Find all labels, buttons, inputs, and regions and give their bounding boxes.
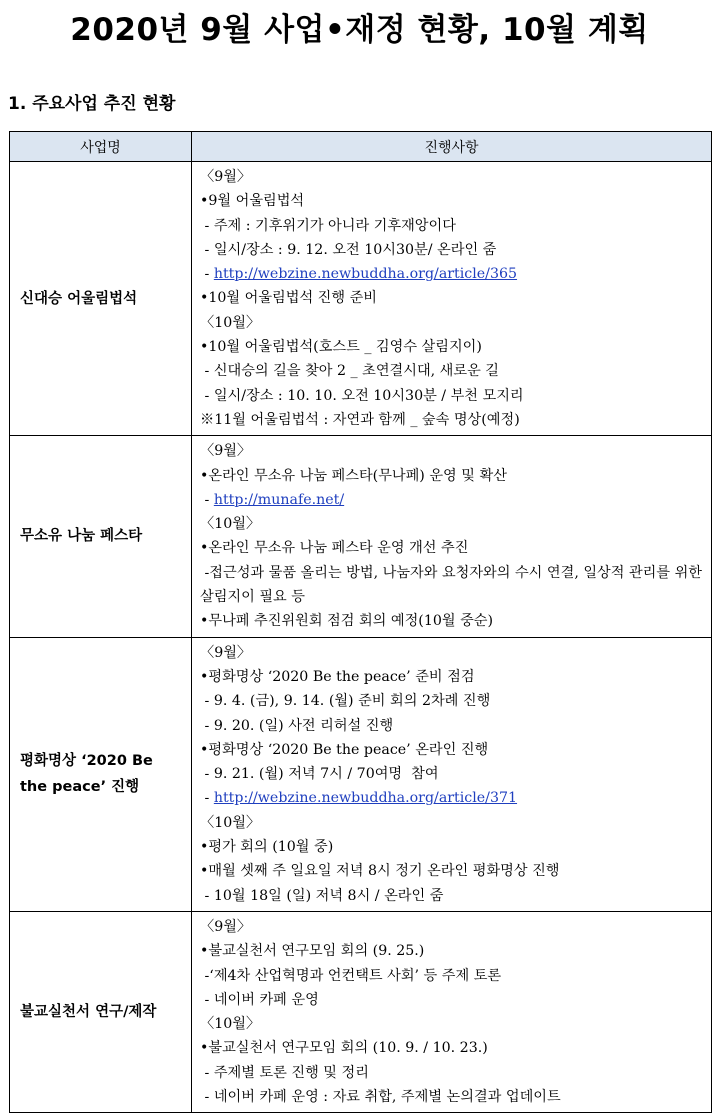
progress-line (200, 488, 705, 512)
progress-line: - 일시/장소 : 10. 10. 오전 10시30분 / 부천 모지리 (200, 387, 524, 404)
section-title: 1. 주요사업 추진 현황 (8, 94, 176, 114)
progress-line: - 일시/장소 : 9. 12. 오전 10시30분/ 온라인 줌 (200, 241, 497, 258)
table-row (10, 637, 712, 911)
progress-line: •10월 어울림법석 진행 준비 (200, 290, 378, 307)
progress-line: •매월 셋째 주 일요일 저녁 8시 정기 온라인 평화명상 진행 (200, 863, 560, 880)
progress-line: •9월 어울림법석 (200, 193, 305, 210)
progress-line: - 9. 21. (월) 저녁 7시 / 70여명 참여 (200, 766, 439, 783)
table-row (10, 436, 712, 637)
progress-line: - 네이버 카페 운영 (200, 991, 319, 1008)
progress-line: •평화명상 ‘2020 Be the peace’ 온라인 진행 (200, 741, 489, 758)
progress-cell (192, 637, 712, 911)
progress-line: •평가 회의 (10월 중) (200, 839, 334, 856)
article-link[interactable]: http://webzine.newbuddha.org/article/365 (213, 266, 518, 283)
progress-line: - 9. 4. (금), 9. 14. (월) 준비 회의 2차례 진행 (200, 693, 491, 710)
line-prefix: - (200, 266, 214, 283)
progress-cell (192, 162, 712, 436)
project-status-table (9, 131, 712, 1113)
header-progress: 진행사항 (192, 132, 712, 162)
article-link[interactable]: http://munafe.net/ (213, 491, 345, 508)
progress-line: •온라인 무소유 나눔 페스타(무나페) 운영 및 확산 (200, 467, 507, 484)
progress-line: •10월 어울림법석(호스트 _ 김영수 살림지이) (200, 339, 482, 356)
progress-line: •무나페 추진위원회 점검 회의 예정(10월 중순) (200, 613, 494, 630)
progress-line: ※11월 어울림법석 : 자연과 함께 _ 숲속 명상(예정) (200, 411, 520, 428)
table-header-row (10, 132, 712, 162)
progress-line: - 네이버 카페 운영 : 자료 취합, 주제별 논의결과 업데이트 (200, 1088, 561, 1105)
progress-line: - 주제별 토론 진행 및 정리 (200, 1064, 369, 1081)
table-row (10, 162, 712, 436)
progress-line: •평화명상 ‘2020 Be the peace’ 준비 점검 (200, 668, 475, 685)
progress-line: 〈10월〉 (200, 314, 261, 331)
progress-line: •온라인 무소유 나눔 페스타 운영 개선 추진 (200, 540, 469, 557)
article-link[interactable]: http://webzine.newbuddha.org/article/371 (213, 790, 518, 807)
project-name-cell: 무소유 나눔 페스타 (10, 436, 192, 637)
progress-line: 〈10월〉 (200, 516, 261, 533)
progress-line: 〈9월〉 (200, 918, 252, 935)
progress-line: 〈10월〉 (200, 814, 261, 831)
progress-cell (192, 911, 712, 1112)
progress-line: - 신대승의 길을 찾아 2 _ 초연결시대, 새로운 길 (200, 363, 500, 380)
progress-line: 〈9월〉 (200, 169, 252, 185)
table-row (10, 911, 712, 1112)
progress-line (200, 262, 705, 286)
progress-line (200, 786, 705, 810)
line-prefix: - (200, 790, 214, 807)
header-project-name: 사업명 (10, 132, 192, 162)
progress-line: 〈10월〉 (200, 1016, 261, 1033)
progress-line: -‘제4차 산업혁명과 언컨택트 사회’ 등 주제 토론 (200, 967, 502, 984)
project-name-cell: 평화명상 ‘2020 Be the peace’ 진행 (10, 637, 192, 911)
progress-line: - 9. 20. (일) 사전 리허설 진행 (200, 717, 394, 734)
progress-line: 〈9월〉 (200, 644, 252, 661)
document-title: 2020년 9월 사업•재정 현황, 10월 계획 (70, 12, 649, 48)
progress-line: •불교실천서 연구모임 회의 (10. 9. / 10. 23.) (200, 1040, 488, 1057)
progress-line: 〈9월〉 (200, 443, 252, 460)
progress-line: -접근성과 물품 올리는 방법, 나눔자와 요청자와의 수시 연결, 일상적 관리를 위한 살림지이 필요 등 (200, 564, 707, 606)
project-name-cell: 신대승 어울림법석 (10, 162, 192, 436)
line-prefix: - (200, 491, 214, 508)
project-name-cell: 불교실천서 연구/제작 (10, 911, 192, 1112)
progress-line: - 10월 18일 (일) 저녁 8시 / 온라인 줌 (200, 887, 444, 904)
progress-line: •불교실천서 연구모임 회의 (9. 25.) (200, 943, 425, 960)
progress-cell (192, 436, 712, 637)
progress-line: - 주제 : 기후위기가 아니라 기후재앙이다 (200, 217, 456, 234)
